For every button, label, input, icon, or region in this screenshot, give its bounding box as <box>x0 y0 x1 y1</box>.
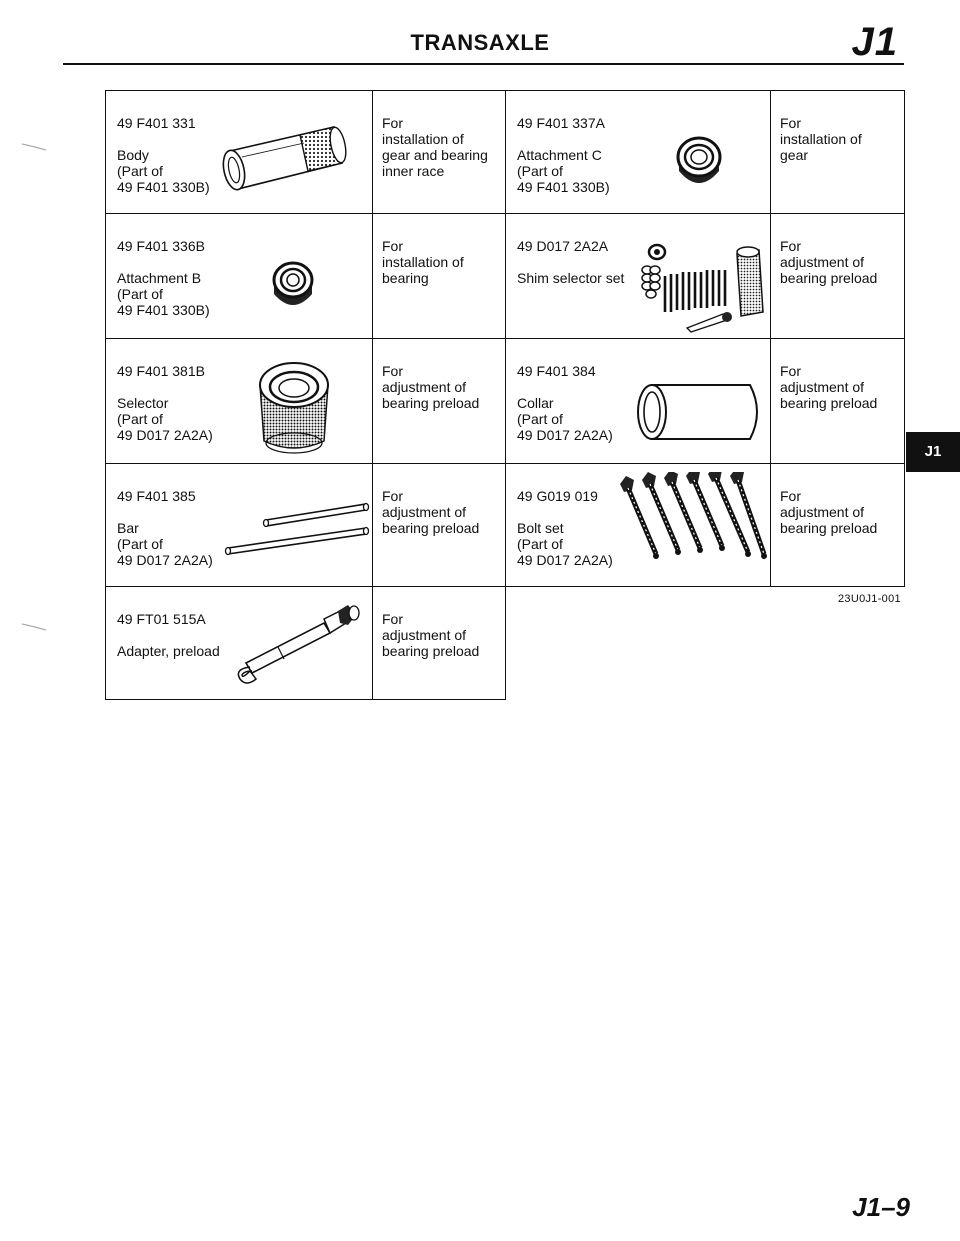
figure-reference: 23U0J1-001 <box>838 593 901 605</box>
tool-parent-number: 49 F401 330B) <box>117 179 210 195</box>
use-line: inner race <box>382 163 445 179</box>
use-line: gear <box>780 147 809 163</box>
use-line: installation of <box>382 131 464 147</box>
tool-cell-shim-selector-set <box>506 214 771 339</box>
sleeve-body-icon <box>212 111 362 201</box>
tool-name: Body <box>117 147 149 163</box>
tool-cell-attachment-b <box>106 214 373 339</box>
bar-icon <box>222 488 374 558</box>
use-line: bearing preload <box>780 270 878 286</box>
tool-name: Shim selector set <box>517 270 625 286</box>
attachment-c-icon <box>671 131 727 191</box>
preload-adapter-icon <box>228 601 368 693</box>
use-cell <box>373 587 506 700</box>
tool-cell-body <box>106 91 373 214</box>
page-number: J1–9 <box>852 1192 910 1222</box>
tool-cell-attachment-c <box>506 91 771 214</box>
use-line: adjustment of <box>780 254 865 270</box>
special-tools-table <box>105 90 905 700</box>
use-line: For <box>780 238 801 254</box>
use-line: bearing preload <box>382 520 480 536</box>
use-cell <box>771 339 905 464</box>
use-line: bearing preload <box>780 520 878 536</box>
tool-name: Bolt set <box>517 520 564 536</box>
tool-part-of: (Part of <box>117 286 163 302</box>
tool-cell-bolt-set <box>506 464 771 587</box>
page-title: TRANSAXLE <box>410 30 550 55</box>
tool-part-of: (Part of <box>117 411 163 427</box>
tool-number: 49 F401 337A <box>517 115 605 131</box>
header-rule <box>63 63 904 65</box>
use-line: bearing <box>382 270 429 286</box>
section-code: J1 <box>851 20 898 64</box>
use-cell <box>373 464 506 587</box>
use-line: installation of <box>382 254 464 270</box>
tool-part-of: (Part of <box>117 536 163 552</box>
use-line: For <box>382 363 403 379</box>
use-line: For <box>780 488 801 504</box>
attachment-b-icon <box>268 256 318 312</box>
tool-number: 49 F401 381B <box>117 363 205 379</box>
tool-parent-number: 49 F401 330B) <box>517 179 610 195</box>
use-line: installation of <box>780 131 862 147</box>
margin-mark <box>20 140 50 154</box>
tool-name: Collar <box>517 395 554 411</box>
tool-cell-preload-adapter <box>106 587 373 700</box>
use-cell <box>771 214 905 339</box>
tool-name: Selector <box>117 395 169 411</box>
use-line: bearing preload <box>780 395 878 411</box>
tool-part-of: (Part of <box>517 536 563 552</box>
use-line: adjustment of <box>382 379 467 395</box>
tool-name: Attachment C <box>517 147 602 163</box>
bolt-set-icon <box>614 472 772 580</box>
tool-number: 49 F401 384 <box>517 363 596 379</box>
tool-name: Bar <box>117 520 139 536</box>
tool-part-of: (Part of <box>517 411 563 427</box>
tool-parent-number: 49 D017 2A2A) <box>517 552 613 568</box>
use-line: For <box>382 238 403 254</box>
use-line: gear and bearing <box>382 147 488 163</box>
margin-mark <box>20 620 50 634</box>
tool-number: 49 FT01 515A <box>117 611 206 627</box>
use-line: For <box>780 363 801 379</box>
tool-cell-selector <box>106 339 373 464</box>
tool-number: 49 F401 331 <box>117 115 196 131</box>
tool-number: 49 F401 385 <box>117 488 196 504</box>
use-line: For <box>382 115 403 131</box>
selector-icon <box>254 359 334 455</box>
use-line: For <box>382 611 403 627</box>
use-line: adjustment of <box>780 379 865 395</box>
shim-selector-set-icon <box>641 234 769 334</box>
tool-name: Attachment B <box>117 270 202 286</box>
use-cell <box>771 464 905 587</box>
collar-icon <box>632 377 768 447</box>
use-cell <box>373 91 506 214</box>
use-line: For <box>780 115 801 131</box>
tool-number: 49 F401 336B <box>117 238 205 254</box>
section-tab[interactable]: J1 <box>906 432 960 472</box>
tool-parent-number: 49 F401 330B) <box>117 302 210 318</box>
use-line: bearing preload <box>382 395 480 411</box>
tool-part-of: (Part of <box>117 163 163 179</box>
use-line: bearing preload <box>382 643 480 659</box>
tool-part-of: (Part of <box>517 163 563 179</box>
use-cell <box>373 214 506 339</box>
tool-parent-number: 49 D017 2A2A) <box>117 427 213 443</box>
use-line: adjustment of <box>382 504 467 520</box>
use-line: For <box>382 488 403 504</box>
tool-cell-bar <box>106 464 373 587</box>
tool-number: 49 D017 2A2A <box>517 238 609 254</box>
tool-number: 49 G019 019 <box>517 488 598 504</box>
use-line: adjustment of <box>780 504 865 520</box>
use-cell <box>771 91 905 214</box>
tool-cell-collar <box>506 339 771 464</box>
tool-parent-number: 49 D017 2A2A) <box>117 552 213 568</box>
use-line: adjustment of <box>382 627 467 643</box>
use-cell <box>373 339 506 464</box>
tool-name: Adapter, preload <box>117 643 220 659</box>
tool-parent-number: 49 D017 2A2A) <box>517 427 613 443</box>
